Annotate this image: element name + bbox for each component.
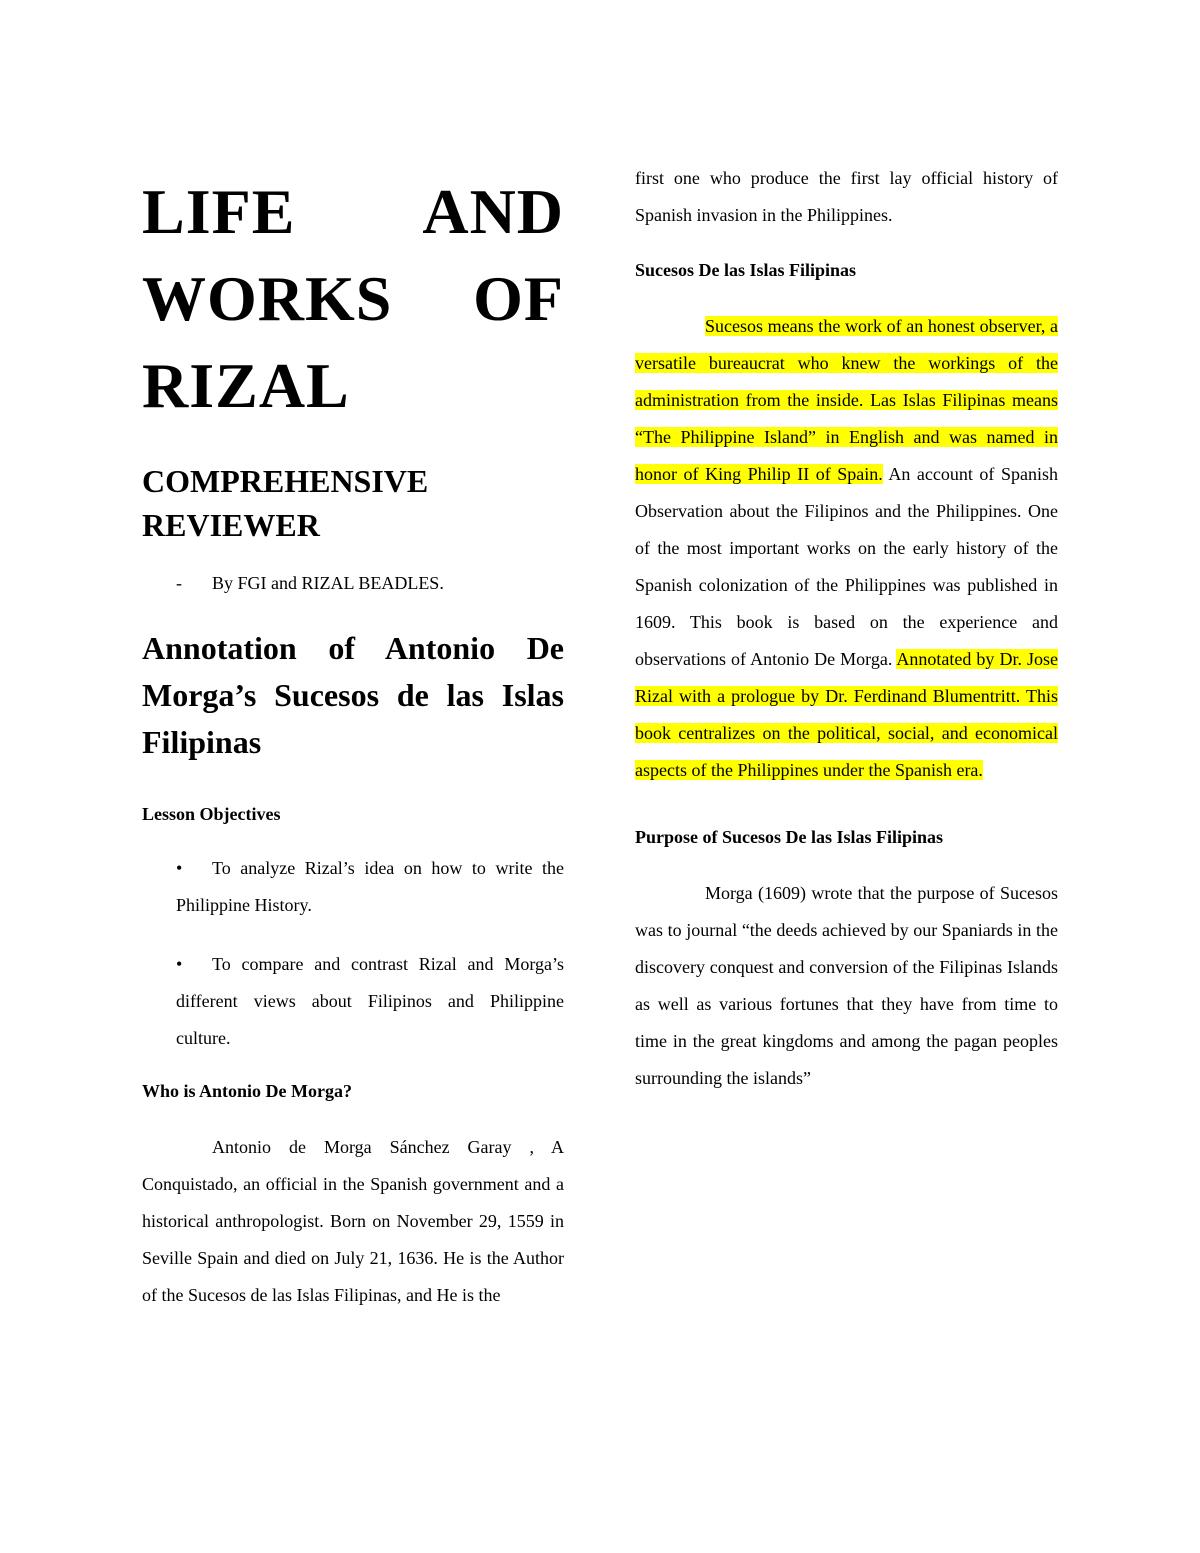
bullet-icon: • — [176, 858, 183, 878]
sucesos-heading: Sucesos De las Islas Filipinas — [635, 260, 857, 280]
highlighted-text: Annotated by Dr. Jose Rizal with a prologue by Dr. Ferdinand Blumentritt. This book centralizes on the political, social, and economical aspects of the Philippines under the Spanish era. — [635, 649, 1058, 780]
right-column — [635, 160, 1058, 1097]
subtitle-line-2: REVIEWER — [142, 507, 320, 543]
document-title — [142, 168, 564, 429]
annotation-heading: Annotation of Antonio De Morga’s Sucesos de las Islas Filipinas — [142, 630, 564, 760]
title-word: WORKS — [142, 263, 393, 334]
sucesos-paragraph — [635, 308, 1058, 789]
byline-dash: - — [176, 573, 182, 593]
title-word: RIZAL — [142, 350, 350, 421]
lesson-objectives-heading: Lesson Objectives — [142, 804, 281, 824]
title-line-1 — [142, 168, 564, 255]
who-is-heading: Who is Antonio De Morga? — [142, 1081, 353, 1101]
list-item — [176, 946, 564, 1057]
purpose-paragraph: Morga (1609) wrote that the purpose of Sucesos was to journal “the deeds achieved by our Spaniards in the discovery conquest and conversion of the Filipinas Islands as well as various fortunes that they have from time to time in the great kingdoms and among the pagan peoples surrounding the islands” — [635, 883, 1058, 1088]
who-is-continuation: first one who produce the first lay official history of Spanish invasion in the Philippines. — [635, 168, 1058, 225]
byline — [142, 571, 564, 595]
document-subtitle — [142, 459, 564, 547]
subtitle-line-1: COMPREHENSIVE — [142, 463, 429, 499]
purpose-heading: Purpose of Sucesos De las Islas Filipinas — [635, 827, 944, 847]
lesson-objectives-list — [142, 850, 564, 1057]
bullet-icon: • — [176, 954, 183, 974]
objective-text: To compare and contrast Rizal and Morga’s different views about Filipinos and Philippine culture. — [176, 954, 564, 1048]
title-word: AND — [422, 176, 564, 247]
highlighted-text: Sucesos means the work of an honest observer, a versatile bureaucrat who knew the workings of the administration from the inside. Las Islas Filipinas means “The Philippine Island” in English and was named in honor of King Philip II of Spain. — [635, 316, 1058, 484]
byline-text: By FGI and RIZAL BEADLES. — [212, 573, 444, 593]
title-word: OF — [473, 263, 564, 334]
title-line-2 — [142, 255, 564, 342]
who-is-paragraph: Antonio de Morga Sánchez Garay , A Conquistado, an official in the Spanish government and a historical anthropologist. Born on November 29, 1559 in Seville Spain and died on July 21, 1636. He is the Author of the Sucesos de las Islas Filipinas, and He is the — [142, 1137, 564, 1305]
objective-text: To analyze Rizal’s idea on how to write the Philippine History. — [176, 858, 564, 915]
title-line-3 — [142, 342, 564, 429]
plain-text: An account of Spanish Observation about the Filipinos and the Philippines. One of the most important works on the early history of the Spanish colonization of the Philippines was published in 1609. This book is based on the experience and observations of Antonio De Morga. — [635, 464, 1058, 669]
list-item — [176, 850, 564, 924]
left-column — [142, 168, 564, 1314]
title-word: LIFE — [142, 176, 296, 247]
